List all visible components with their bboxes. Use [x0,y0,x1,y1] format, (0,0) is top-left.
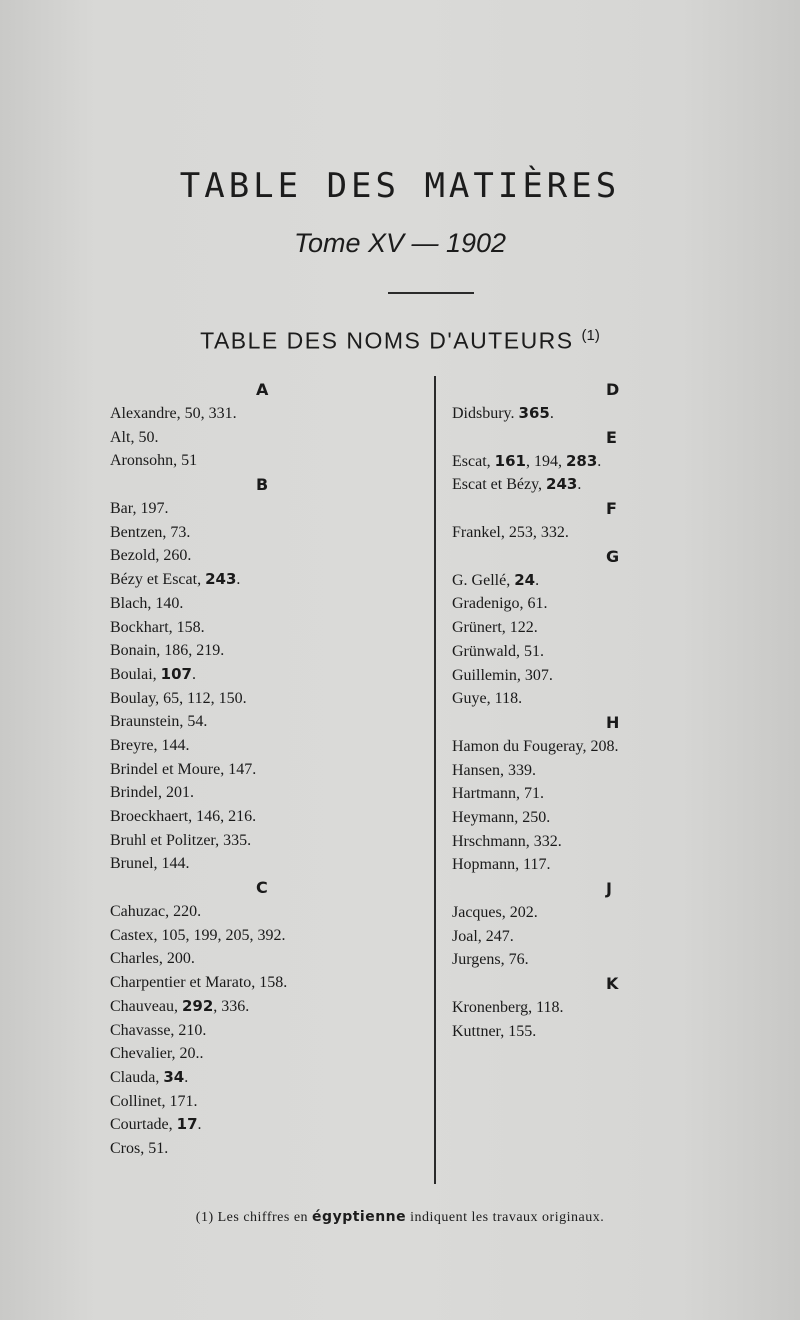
entry-text: . [184,1068,189,1086]
index-entry [110,734,430,758]
index-entry [110,687,430,711]
entry-text: Heymann, 250. [452,808,551,826]
index-entry [110,924,430,948]
section-letter: D [606,380,620,399]
index-entry [452,640,772,664]
right-column [452,378,772,1043]
entry-text: Brunel, 144. [110,855,190,873]
subtitle: Tome XV — 1902 [293,228,507,258]
entry-text: Escat et Bézy, [452,476,547,494]
section-letter: A [256,380,269,399]
entry-text: Bentzen, 73. [110,523,191,541]
entry-text: Bockhart, 158. [110,618,205,636]
index-entry [452,996,772,1020]
index-entry [452,948,772,972]
original-work-page: 161 [494,451,526,470]
entry-text: Frankel, 253, 332. [452,524,569,542]
index-entry [452,521,772,545]
index-entry [110,1019,430,1043]
index-entry [452,853,772,877]
entry-text: Boulay, 65, 112, 150. [110,689,247,707]
section-letter: F [606,499,617,519]
index-entry [110,947,430,971]
index-entry [110,995,430,1019]
section-title-text: TABLE DES NOMS D'AUTEURS [200,327,574,354]
original-work-page: 107 [160,664,192,683]
index-entry [452,450,772,474]
entry-text: Hopmann, 117. [452,856,551,874]
entry-text: Courtade, [110,1116,177,1134]
entry-text: Hartmann, 71. [452,785,544,803]
original-work-page: 283 [565,451,598,470]
entry-text: Clauda, [110,1068,164,1086]
index-entry [110,568,430,592]
entry-text: , 194, [525,452,566,470]
entry-text: . [597,452,602,470]
index-entry [110,758,430,782]
section-letter: C [256,878,268,898]
entry-text: Bezold, 260. [110,547,192,565]
index-entry [110,449,430,473]
entry-text: Chavasse, 210. [110,1021,207,1039]
index-entry [110,1042,430,1066]
entry-text: Cros, 51. [110,1139,169,1157]
index-entry [110,544,430,568]
entry-text: Bézy et Escat, [110,571,206,589]
index-entry [452,735,772,759]
entry-text: Kronenberg, 118. [452,999,564,1017]
index-entry [452,687,772,711]
entry-text: Bruhl et Politzer, 335. [110,831,252,849]
entry-text: Bar, 197. [110,500,169,518]
footnote-text-before: Les chiffres en [213,1210,313,1225]
original-work-page: 17 [176,1115,198,1134]
index-entry [452,782,772,806]
entry-text: . [236,571,241,589]
index-entry [452,759,772,783]
entry-text: Castex, 105, 199, 205, 392. [110,926,286,944]
original-work-page: 292 [181,996,214,1015]
entry-text: Broeckhaert, 146, 216. [110,808,257,825]
index-entry [452,402,772,426]
section-letter: J [606,879,612,898]
entry-text: Guillemin, 307. [452,666,553,684]
index-entry [452,569,772,593]
entry-text: Hansen, 339. [452,761,536,779]
index-entry [110,663,430,687]
entry-text: Hrschmann, 332. [452,832,562,850]
entry-text: Chauveau, [110,997,182,1015]
index-entry [110,1137,430,1161]
index-entry [110,1090,430,1114]
entry-text: . [549,405,554,422]
entry-text: Didsbury. [452,405,519,422]
entry-text: Jacques, 202. [452,904,538,921]
index-entry [110,639,430,663]
footnote-emphasis: égyptienne [312,1209,407,1225]
entry-text: Collinet, 171. [110,1092,198,1110]
entry-text: . [191,665,196,683]
section-letter: K [606,974,619,994]
section-letter: G [606,546,620,566]
entry-text: Blach, 140. [110,594,184,612]
index-entry [110,426,430,450]
entry-text: Brindel, 201. [110,784,194,802]
section-letter: E [606,427,617,447]
entry-text: Alexandre, 50, 331. [110,405,237,422]
entry-text: Hamon du Fougeray, 208. [452,737,619,755]
entry-text: Guye, 118. [452,690,523,708]
index-entry [452,664,772,688]
column-divider [434,376,436,1184]
entry-text: Chevalier, 20.. [110,1045,204,1063]
index-entry [452,592,772,616]
footnote [0,1209,800,1226]
index-entry [452,901,772,925]
main-title: TABLE DES MATIÈRES [179,166,621,206]
index-entry [110,521,430,545]
entry-text: Charles, 200. [110,950,195,968]
original-work-page: 24 [514,570,536,589]
entry-text: . [197,1116,202,1134]
index-entry [452,1020,772,1044]
entry-text: Grünwald, 51. [452,642,544,660]
index-entry [110,592,430,616]
entry-text: Boulai, [110,665,161,683]
index-entry [110,616,430,640]
original-work-page: 243 [546,475,578,494]
footnote-text-after: indiquent les travaux originaux. [406,1210,605,1225]
section-title [0,327,800,355]
index-entry [110,497,430,521]
footnote-marker-ref: (1) [195,1210,214,1225]
entry-text: , 336. [213,997,250,1015]
index-entry [110,781,430,805]
footnote-marker: (1) [581,327,600,344]
entry-text: Bonain, 186, 219. [110,642,225,660]
entry-text: . [577,476,582,494]
index-entry [110,402,430,426]
entry-text: G. Gellé, [452,571,515,589]
index-entry [110,1066,430,1090]
index-entry [110,710,430,734]
index-entry [452,925,772,949]
entry-text: Grünert, 122. [452,619,538,637]
entry-text: Jurgens, 76. [452,951,529,969]
title-rule [388,292,474,294]
original-work-page: 365 [518,404,550,422]
section-letter: H [606,712,620,732]
original-work-page: 243 [205,570,237,589]
left-column [110,378,430,1161]
index-entry [110,852,430,876]
index-entry [110,900,430,924]
original-work-page: 34 [163,1067,185,1086]
section-letter: B [256,475,269,495]
entry-text: Gradenigo, 61. [452,595,548,613]
index-entry [110,805,430,829]
entry-text: Kuttner, 155. [452,1022,537,1040]
index-entry [110,971,430,995]
entry-text: Escat, [452,452,495,470]
index-entry [452,830,772,854]
entry-text: Cahuzac, 220. [110,903,202,921]
entry-text: Alt, 50. [110,428,159,446]
entry-text: Brindel et Moure, 147. [110,760,257,778]
index-entry [452,616,772,640]
entry-text: Braunstein, 54. [110,713,208,731]
index-entry [452,473,772,497]
entry-text: Charpentier et Marato, 158. [110,974,288,992]
entry-text: . [535,571,540,589]
entry-text: Breyre, 144. [110,736,190,754]
entry-text: Aronsohn, 51 [110,452,198,470]
entry-text: Joal, 247. [452,927,514,945]
index-entry [110,829,430,853]
index-entry [110,1113,430,1137]
index-entry [452,806,772,830]
